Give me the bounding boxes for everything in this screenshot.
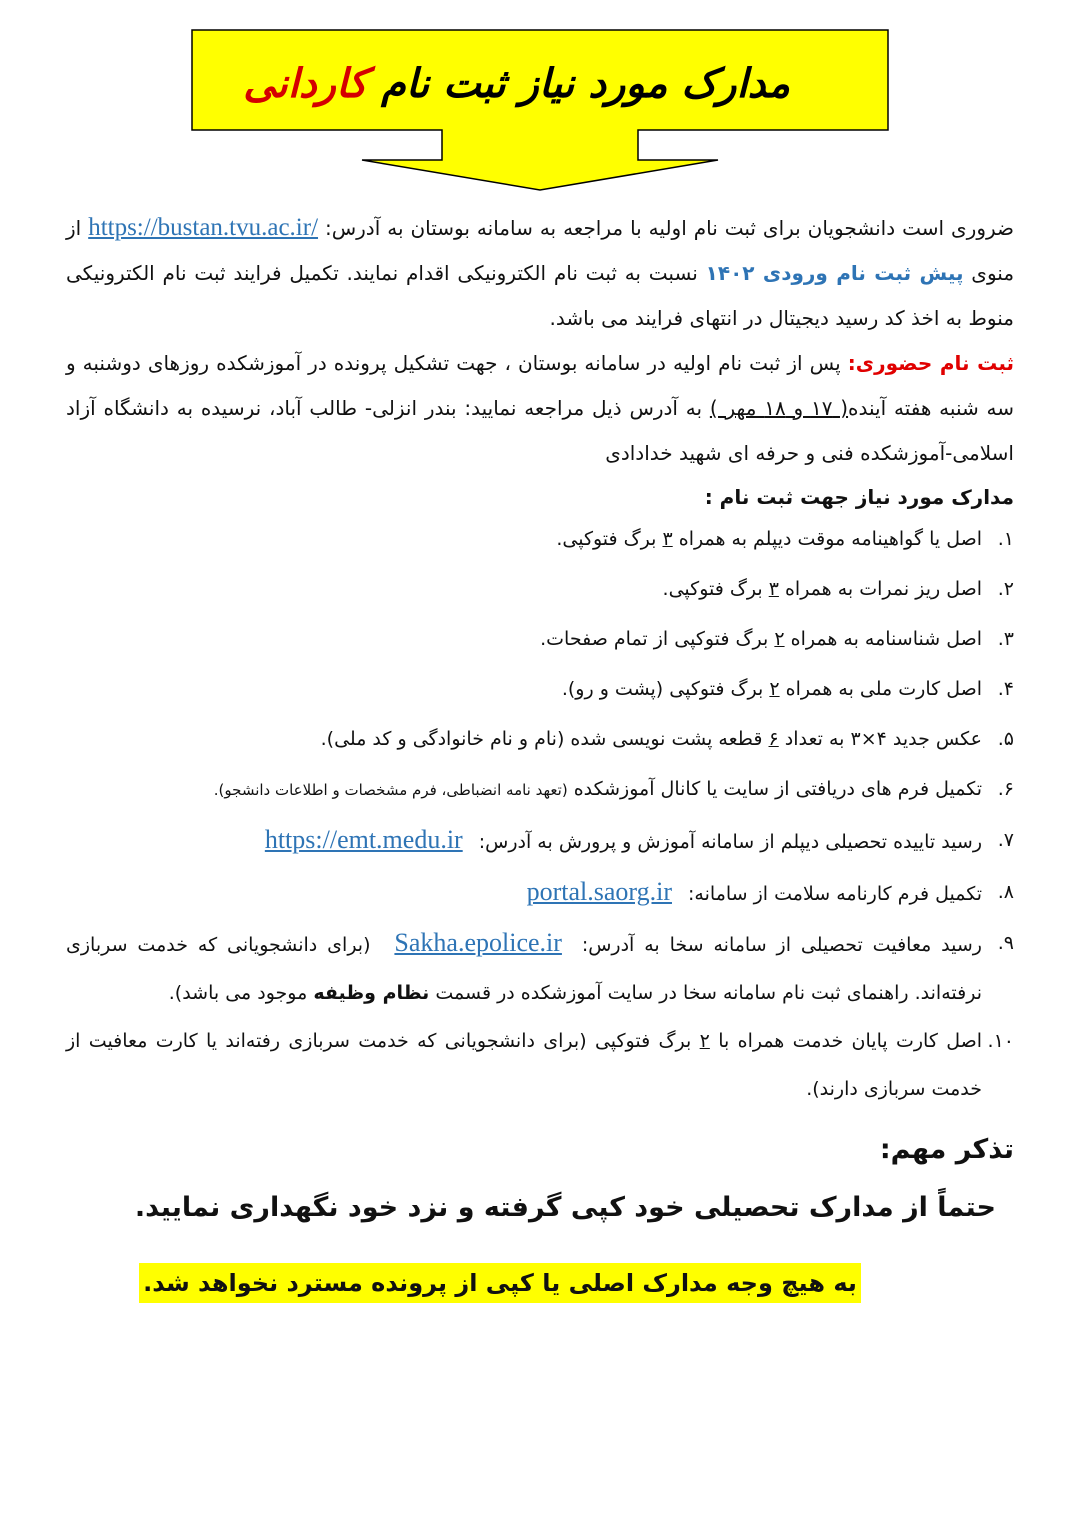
list-item — [66, 764, 1014, 815]
item-count: ۳ — [662, 528, 673, 550]
title-accent: کاردانی — [243, 60, 368, 107]
list-item — [66, 664, 1014, 714]
in-person-paragraph — [66, 341, 1014, 476]
item-number: ۹. — [997, 932, 1014, 954]
item-count: ۳ — [768, 578, 779, 600]
intro-text-b: از منوی — [66, 216, 1015, 285]
list-item — [66, 614, 1014, 664]
list-item — [66, 867, 1014, 919]
list-item — [66, 1017, 1014, 1113]
item-count: ۶ — [768, 728, 779, 750]
item-number: ۴. — [997, 678, 1014, 700]
requirements-heading: مدارک مورد نیاز جهت ثبت نام : — [704, 485, 1014, 509]
item-text: اصل یا گواهینامه موقت دیپلم به همراه — [678, 528, 982, 550]
item-text-tail: برگ فتوکپی (پشت و رو). — [561, 678, 764, 700]
item-text-tail: (برای دانشجویانی که خدمت سربازی نرفته‌اند. راهنمای ثبت نام سامانه سخا در سایت آموزشکده در قسمت — [66, 934, 982, 1004]
intro-line-a: ضروری است دانشجویان برای ثبت نام اولیه با مراجعه به سامانه بوستان به آدرس: — [325, 216, 1015, 240]
in-person-text: پس از ثبت نام اولیه در سامانه بوستان ، جهت تشکیل پرونده در آموزشکده روزهای دوشنبه و سه شنبه هفته آینده — [66, 351, 1015, 420]
warning-highlight: به هیچ وجه مدارک اصلی یا کپی از پرونده مسترد نخواهد شد. — [139, 1263, 861, 1303]
item-number: ۶. — [997, 778, 1014, 800]
list-item — [66, 815, 1014, 867]
intro-text-c: نسبت به ثبت نام الکترونیکی اقدام نمایند. تکمیل فرایند ثبت نام الکترونیکی منوط به اخذ کد رسید دیجیتال در انتهای فرایند می باشد. — [66, 261, 1014, 330]
title-main: مدارک مورد نیاز ثبت نام — [381, 60, 790, 107]
list-item — [66, 514, 1014, 564]
item-note: (تعهد نامه انضباطی، فرم مشخصات و اطلاعات دانشجو). — [213, 781, 568, 799]
list-item — [66, 919, 1014, 1017]
list-item — [66, 564, 1014, 614]
document-body — [66, 205, 1014, 1303]
item-text: رسید معافیت تحصیلی از سامانه سخا به آدرس: — [581, 934, 982, 956]
item-number: ۱۰. — [987, 1030, 1014, 1052]
menu-name: پیش ثبت نام ورودی ۱۴۰۲ — [705, 261, 964, 285]
warning-block — [66, 1263, 1014, 1303]
item-number: ۵. — [997, 728, 1014, 750]
title-banner — [190, 28, 890, 192]
item-count: ۲ — [699, 1030, 710, 1052]
reminder-text: حتماً از مدارک تحصیلی خود کپی گرفته و نزد خود نگهداری نمایید. — [134, 1192, 996, 1223]
in-person-dates: ( ۱۷ و ۱۸ مهر ) — [709, 396, 849, 420]
item-number: ۳. — [997, 628, 1014, 650]
saorg-link[interactable]: portal.saorg.ir — [526, 877, 672, 906]
in-person-label: ثبت نام حضوری: — [847, 351, 1015, 375]
item-text: تکمیل فرم کارنامه سلامت از سامانه: — [688, 883, 982, 905]
reminder-title: تذکر مهم: — [879, 1134, 1014, 1165]
item-text-end: موجود می باشد). — [168, 982, 308, 1004]
page-title — [243, 54, 790, 114]
item-text-tail: قطعه پشت نویسی شده (نام و نام خانوادگی و کد ملی). — [320, 728, 763, 750]
item-text: اصل کارت پایان خدمت همراه با — [718, 1030, 983, 1052]
requirements-list — [66, 514, 1014, 1113]
item-text-tail: برگ فتوکپی از تمام صفحات. — [540, 628, 769, 650]
list-item — [66, 714, 1014, 764]
item-text: اصل شناسنامه به همراه — [790, 628, 982, 650]
item-text: رسید تاییده تحصیلی دیپلم از سامانه آموزش و پرورش به آدرس: — [478, 831, 982, 853]
item-text-tail: برگ فتوکپی. — [556, 528, 657, 550]
item-number: ۱. — [997, 528, 1014, 550]
item-text: اصل ریز نمرات به همراه — [784, 578, 982, 600]
bustan-link[interactable]: https://bustan.tvu.ac.ir/ — [88, 214, 319, 241]
item-number: ۸. — [997, 881, 1014, 903]
item-bold: نظام وظیفه — [313, 982, 430, 1004]
in-person-text-2: به آدرس ذیل مراجعه نمایید: بندر انزلی- طالب آباد، نرسیده به دانشگاه آزاد اسلامی-آموزشکده فنی و حرفه ای شهید خدادادی — [66, 396, 1014, 465]
item-number: ۷. — [997, 829, 1014, 851]
item-number: ۲. — [997, 578, 1014, 600]
sakha-link[interactable]: Sakha.epolice.ir — [394, 928, 562, 957]
item-text: تکمیل فرم های دریافتی از سایت یا کانال آموزشکده — [573, 778, 982, 800]
item-count: ۲ — [769, 678, 780, 700]
emt-link[interactable]: https://emt.medu.ir — [264, 825, 463, 854]
item-count: ۲ — [774, 628, 785, 650]
item-text-tail: برگ فتوکپی (برای دانشجویانی که خدمت سربازی رفته‌اند یا کارت معافیت از خدمت سربازی دارند). — [66, 1030, 982, 1100]
item-text: عکس جدید ۴×۳ به تعداد — [784, 728, 982, 750]
item-text-tail: برگ فتوکپی. — [662, 578, 763, 600]
intro-paragraph — [66, 205, 1014, 341]
item-text: اصل کارت ملی به همراه — [785, 678, 982, 700]
